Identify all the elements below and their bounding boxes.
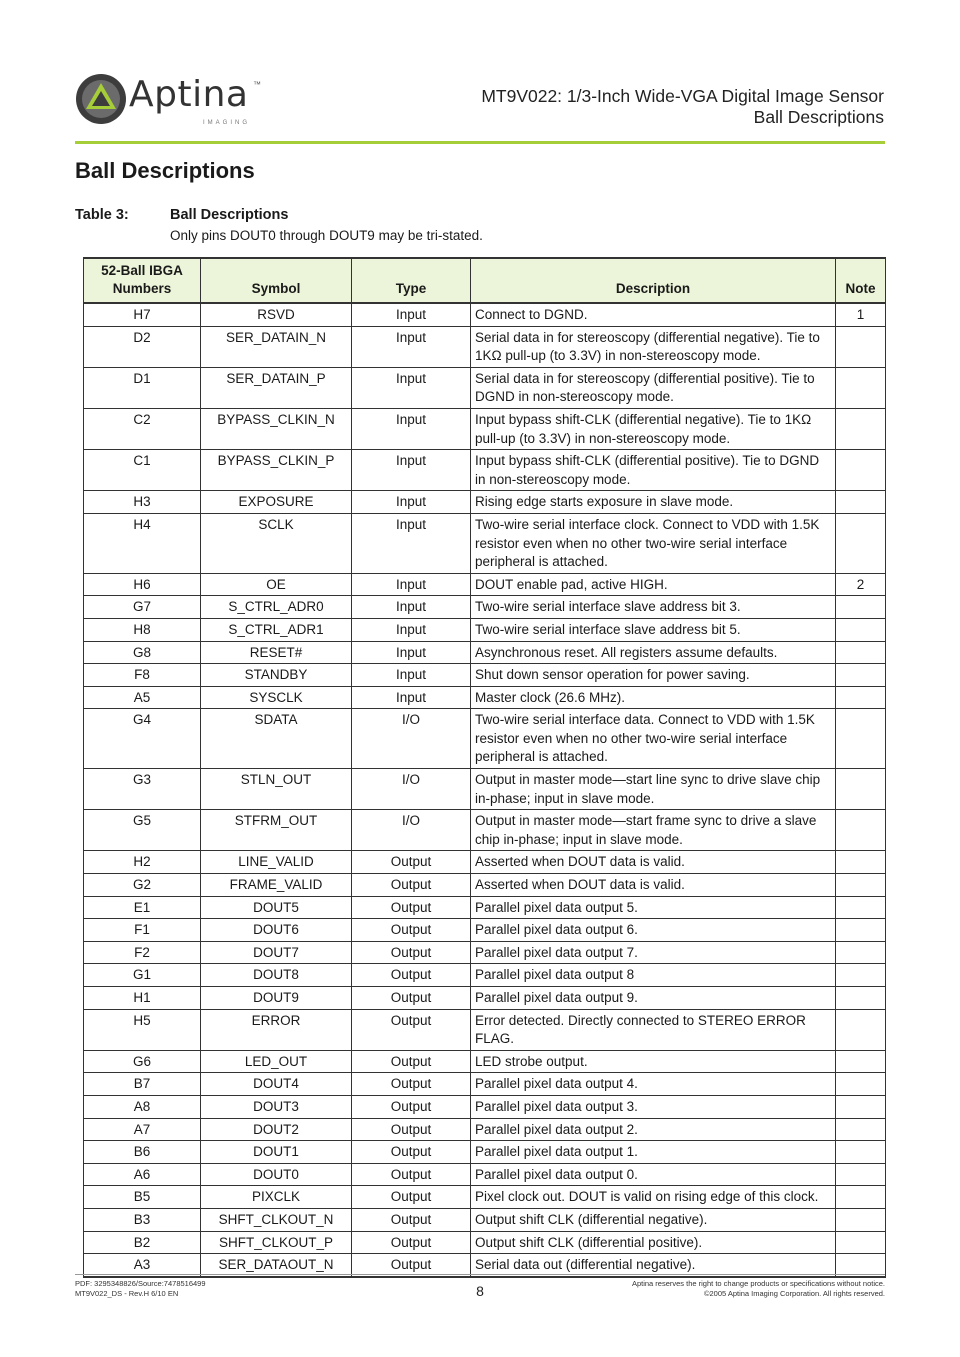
cell-description: Asserted when DOUT data is valid.: [471, 874, 836, 897]
cell-description: Two-wire serial interface slave address bit 3.: [471, 596, 836, 619]
table-row: [84, 686, 886, 709]
cell-type: Output: [352, 1095, 471, 1118]
cell-note: 2: [836, 573, 886, 596]
cell-ball-number: G6: [84, 1050, 201, 1073]
cell-type: Output: [352, 874, 471, 897]
cell-description: Parallel pixel data output 6.: [471, 919, 836, 942]
cell-description: Shut down sensor operation for power saving.: [471, 664, 836, 687]
cell-description: Parallel pixel data output 7.: [471, 941, 836, 964]
cell-ball-number: A3: [84, 1254, 201, 1277]
cell-ball-number: B5: [84, 1186, 201, 1209]
cell-symbol: DOUT6: [201, 919, 352, 942]
cell-ball-number: D2: [84, 326, 201, 367]
table-row: [84, 896, 886, 919]
cell-ball-number: F1: [84, 919, 201, 942]
cell-ball-number: A8: [84, 1095, 201, 1118]
cell-type: Output: [352, 1163, 471, 1186]
cell-type: Output: [352, 1186, 471, 1209]
cell-note: [836, 987, 886, 1010]
table-title: Ball Descriptions: [170, 207, 289, 223]
cell-ball-number: H3: [84, 491, 201, 514]
cell-description: Output shift CLK (differential positive).: [471, 1231, 836, 1254]
footer-revision: MT9V022_DS - Rev.H 6/10 EN: [75, 1289, 179, 1298]
table-header-row: [84, 258, 886, 303]
cell-ball-number: B3: [84, 1208, 201, 1231]
cell-ball-number: G8: [84, 641, 201, 664]
cell-type: I/O: [352, 810, 471, 851]
cell-description: LED strobe output.: [471, 1050, 836, 1073]
cell-note: [836, 874, 886, 897]
cell-symbol: DOUT9: [201, 987, 352, 1010]
cell-symbol: DOUT5: [201, 896, 352, 919]
cell-note: [836, 1050, 886, 1073]
cell-note: [836, 896, 886, 919]
table-row: [84, 1050, 886, 1073]
cell-symbol: RESET#: [201, 641, 352, 664]
cell-description: Output in master mode—start line sync to drive slave chip in-phase; input in slave mode.: [471, 769, 836, 810]
footer-divider: [75, 1274, 885, 1275]
cell-description: Parallel pixel data output 1.: [471, 1141, 836, 1164]
table-row: [84, 964, 886, 987]
cell-symbol: BYPASS_CLKIN_P: [201, 450, 352, 491]
cell-symbol: SER_DATAIN_P: [201, 367, 352, 408]
cell-note: [836, 326, 886, 367]
cell-type: Input: [352, 513, 471, 573]
cell-note: [836, 769, 886, 810]
cell-note: [836, 491, 886, 514]
table-row: [84, 367, 886, 408]
cell-symbol: ERROR: [201, 1009, 352, 1050]
cell-ball-number: G7: [84, 596, 201, 619]
cell-symbol: SER_DATAOUT_N: [201, 1254, 352, 1277]
cell-description: Parallel pixel data output 9.: [471, 987, 836, 1010]
cell-description: Serial data out (differential negative).: [471, 1254, 836, 1277]
cell-note: [836, 513, 886, 573]
cell-note: [836, 408, 886, 449]
cell-symbol: DOUT7: [201, 941, 352, 964]
cell-description: Pixel clock out. DOUT is valid on rising edge of this clock.: [471, 1186, 836, 1209]
cell-type: Input: [352, 450, 471, 491]
table-row: [84, 641, 886, 664]
document-title: [481, 86, 884, 128]
cell-note: [836, 367, 886, 408]
brand-name: Aptina: [129, 74, 249, 115]
cell-note: 1: [836, 303, 886, 326]
cell-ball-number: B7: [84, 1073, 201, 1096]
cell-type: Input: [352, 686, 471, 709]
cell-type: I/O: [352, 769, 471, 810]
cell-ball-number: G3: [84, 769, 201, 810]
cell-type: Output: [352, 1073, 471, 1096]
cell-ball-number: G1: [84, 964, 201, 987]
cell-type: Input: [352, 664, 471, 687]
table-row: [84, 851, 886, 874]
cell-type: Input: [352, 573, 471, 596]
cell-symbol: PIXCLK: [201, 1186, 352, 1209]
cell-note: [836, 1186, 886, 1209]
document-title-line-1: MT9V022: 1/3-Inch Wide-VGA Digital Image Sensor: [481, 86, 884, 106]
footer-legal: [632, 1279, 885, 1299]
cell-note: [836, 618, 886, 641]
cell-ball-number: A5: [84, 686, 201, 709]
cell-ball-number: A7: [84, 1118, 201, 1141]
cell-type: Output: [352, 987, 471, 1010]
cell-type: Output: [352, 941, 471, 964]
cell-type: Output: [352, 1208, 471, 1231]
cell-type: Output: [352, 1050, 471, 1073]
cell-symbol: DOUT1: [201, 1141, 352, 1164]
cell-type: Output: [352, 964, 471, 987]
table-row: [84, 1231, 886, 1254]
footer-copyright: ©2005 Aptina Imaging Corporation. All rights reserved.: [703, 1289, 885, 1298]
cell-description: Parallel pixel data output 2.: [471, 1118, 836, 1141]
cell-type: I/O: [352, 709, 471, 769]
cell-note: [836, 1095, 886, 1118]
table-row: [84, 326, 886, 367]
cell-type: Input: [352, 491, 471, 514]
table-row: [84, 596, 886, 619]
cell-note: [836, 964, 886, 987]
table-label: Table 3:: [75, 207, 129, 223]
cell-description: Output in master mode—start frame sync to drive a slave chip in-phase; input in slave mode.: [471, 810, 836, 851]
cell-symbol: SER_DATAIN_N: [201, 326, 352, 367]
cell-symbol: SCLK: [201, 513, 352, 573]
cell-description: Input bypass shift-CLK (differential negative). Tie to 1KΩ pull-up (to 3.3V) in non-stereoscopy mode.: [471, 408, 836, 449]
cell-symbol: STANDBY: [201, 664, 352, 687]
cell-note: [836, 1118, 886, 1141]
cell-symbol: SYSCLK: [201, 686, 352, 709]
cell-type: Output: [352, 851, 471, 874]
cell-note: [836, 919, 886, 942]
cell-ball-number: B6: [84, 1141, 201, 1164]
cell-description: DOUT enable pad, active HIGH.: [471, 573, 836, 596]
cell-ball-number: H5: [84, 1009, 201, 1050]
cell-ball-number: G4: [84, 709, 201, 769]
cell-type: Input: [352, 618, 471, 641]
table-row: [84, 1163, 886, 1186]
table-row: [84, 941, 886, 964]
brand-trademark: ™: [253, 80, 261, 89]
cell-symbol: DOUT8: [201, 964, 352, 987]
cell-description: Rising edge starts exposure in slave mode.: [471, 491, 836, 514]
table-row: [84, 709, 886, 769]
aptina-logo-icon: [75, 70, 127, 128]
cell-type: Output: [352, 1118, 471, 1141]
table-row: [84, 919, 886, 942]
table-row: [84, 408, 886, 449]
cell-description: Error detected. Directly connected to STEREO ERROR FLAG.: [471, 1009, 836, 1050]
cell-symbol: S_CTRL_ADR0: [201, 596, 352, 619]
cell-description: Output shift CLK (differential negative).: [471, 1208, 836, 1231]
table-row: [84, 1095, 886, 1118]
document-title-line-2: Ball Descriptions: [753, 107, 884, 127]
column-header-note: Note: [836, 258, 886, 303]
cell-note: [836, 709, 886, 769]
cell-description: Parallel pixel data output 8: [471, 964, 836, 987]
cell-note: [836, 686, 886, 709]
cell-description: Parallel pixel data output 3.: [471, 1095, 836, 1118]
cell-ball-number: H2: [84, 851, 201, 874]
cell-symbol: LINE_VALID: [201, 851, 352, 874]
page-number: 8: [476, 1283, 484, 1299]
cell-note: [836, 596, 886, 619]
ball-descriptions-table: [83, 257, 886, 1278]
table-row: [84, 987, 886, 1010]
table-body: [84, 303, 886, 1277]
cell-note: [836, 664, 886, 687]
cell-symbol: FRAME_VALID: [201, 874, 352, 897]
header-divider: [75, 141, 885, 144]
cell-description: Serial data in for stereoscopy (differential negative). Tie to 1KΩ pull-up (to 3.3V) in non-stereoscopy mode.: [471, 326, 836, 367]
table-row: [84, 1186, 886, 1209]
cell-type: Output: [352, 919, 471, 942]
column-header-symbol: Symbol: [201, 258, 352, 303]
table-row: [84, 1009, 886, 1050]
cell-note: [836, 1141, 886, 1164]
cell-note: [836, 810, 886, 851]
cell-description: Parallel pixel data output 4.: [471, 1073, 836, 1096]
cell-symbol: DOUT4: [201, 1073, 352, 1096]
cell-type: Input: [352, 367, 471, 408]
table-row: [84, 513, 886, 573]
section-heading: Ball Descriptions: [75, 158, 255, 183]
table-row: [84, 769, 886, 810]
cell-ball-number: H8: [84, 618, 201, 641]
cell-ball-number: H1: [84, 987, 201, 1010]
cell-symbol: STLN_OUT: [201, 769, 352, 810]
footer-disclaimer: Aptina reserves the right to change products or specifications without notice.: [631, 1279, 885, 1288]
cell-type: Input: [352, 326, 471, 367]
cell-ball-number: A6: [84, 1163, 201, 1186]
cell-ball-number: E1: [84, 896, 201, 919]
cell-description: Two-wire serial interface data. Connect to VDD with 1.5K resistor even when no other two-wire serial interface peripheral is attached.: [471, 709, 836, 769]
cell-symbol: DOUT3: [201, 1095, 352, 1118]
table-row: [84, 874, 886, 897]
cell-ball-number: H7: [84, 303, 201, 326]
cell-note: [836, 641, 886, 664]
cell-symbol: SHFT_CLKOUT_N: [201, 1208, 352, 1231]
cell-description: Serial data in for stereoscopy (differential positive). Tie to DGND in non-stereoscopy mode.: [471, 367, 836, 408]
column-header-description: Description: [471, 258, 836, 303]
cell-note: [836, 1208, 886, 1231]
footer-pdf-source: PDF: 3295348826/Source:7478516499: [75, 1279, 206, 1288]
table-row: [84, 491, 886, 514]
cell-type: Input: [352, 408, 471, 449]
cell-description: Parallel pixel data output 0.: [471, 1163, 836, 1186]
cell-symbol: EXPOSURE: [201, 491, 352, 514]
table-row: [84, 664, 886, 687]
table-note: Only pins DOUT0 through DOUT9 may be tri-stated.: [170, 228, 483, 243]
cell-type: Output: [352, 1254, 471, 1277]
table-row: [84, 618, 886, 641]
cell-description: Input bypass shift-CLK (differential positive). Tie to DGND in non-stereoscopy mode.: [471, 450, 836, 491]
cell-symbol: OE: [201, 573, 352, 596]
cell-description: Master clock (26.6 MHz).: [471, 686, 836, 709]
cell-ball-number: D1: [84, 367, 201, 408]
cell-description: Parallel pixel data output 5.: [471, 896, 836, 919]
aptina-logo: [75, 70, 265, 130]
cell-symbol: BYPASS_CLKIN_N: [201, 408, 352, 449]
brand-subtitle: IMAGING: [203, 120, 251, 126]
cell-type: Output: [352, 1141, 471, 1164]
cell-note: [836, 941, 886, 964]
cell-ball-number: G2: [84, 874, 201, 897]
table-row: [84, 573, 886, 596]
table-row: [84, 1118, 886, 1141]
cell-ball-number: F2: [84, 941, 201, 964]
table-row: [84, 1141, 886, 1164]
table-row: [84, 303, 886, 326]
table-row: [84, 1073, 886, 1096]
cell-type: Input: [352, 303, 471, 326]
cell-ball-number: H6: [84, 573, 201, 596]
cell-type: Output: [352, 1009, 471, 1050]
column-header-ball-numbers: 52-Ball IBGA Numbers: [84, 258, 201, 303]
cell-note: [836, 1009, 886, 1050]
table-row: [84, 1208, 886, 1231]
cell-symbol: SDATA: [201, 709, 352, 769]
cell-symbol: STFRM_OUT: [201, 810, 352, 851]
cell-note: [836, 851, 886, 874]
cell-symbol: DOUT0: [201, 1163, 352, 1186]
cell-description: Two-wire serial interface clock. Connect to VDD with 1.5K resistor even when no other two-wire serial interface peripheral is attached.: [471, 513, 836, 573]
cell-symbol: S_CTRL_ADR1: [201, 618, 352, 641]
cell-ball-number: B2: [84, 1231, 201, 1254]
cell-ball-number: G5: [84, 810, 201, 851]
cell-note: [836, 1073, 886, 1096]
cell-ball-number: C1: [84, 450, 201, 491]
table-row: [84, 810, 886, 851]
table-row: [84, 450, 886, 491]
cell-description: Two-wire serial interface slave address bit 5.: [471, 618, 836, 641]
cell-description: Asserted when DOUT data is valid.: [471, 851, 836, 874]
cell-symbol: DOUT2: [201, 1118, 352, 1141]
cell-note: [836, 1163, 886, 1186]
cell-ball-number: C2: [84, 408, 201, 449]
cell-type: Output: [352, 1231, 471, 1254]
column-header-type: Type: [352, 258, 471, 303]
cell-symbol: SHFT_CLKOUT_P: [201, 1231, 352, 1254]
cell-type: Input: [352, 596, 471, 619]
cell-symbol: LED_OUT: [201, 1050, 352, 1073]
cell-type: Output: [352, 896, 471, 919]
cell-ball-number: F8: [84, 664, 201, 687]
cell-symbol: RSVD: [201, 303, 352, 326]
cell-description: Asynchronous reset. All registers assume defaults.: [471, 641, 836, 664]
cell-ball-number: H4: [84, 513, 201, 573]
cell-description: Connect to DGND.: [471, 303, 836, 326]
cell-note: [836, 1231, 886, 1254]
cell-note: [836, 450, 886, 491]
cell-type: Input: [352, 641, 471, 664]
